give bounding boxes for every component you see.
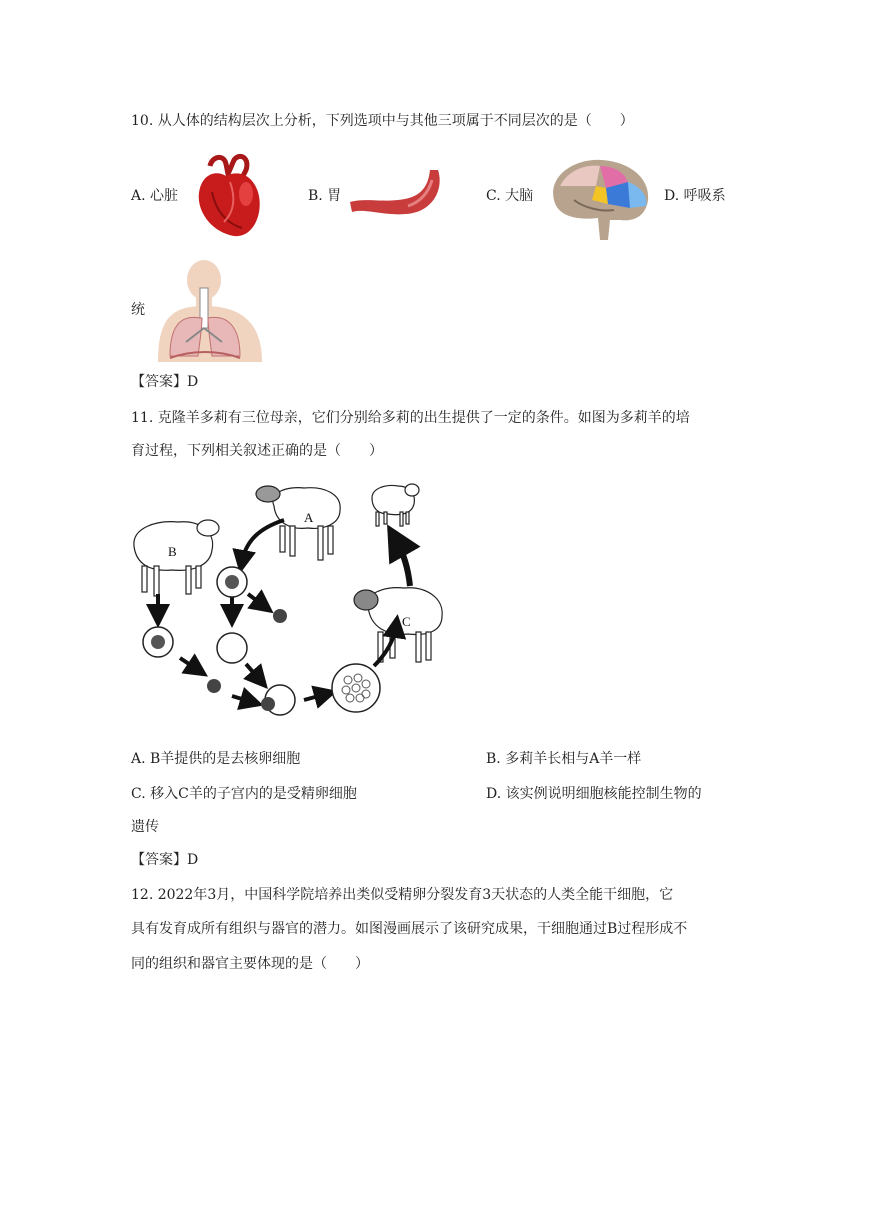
q10-option-d-continued: 统 xyxy=(131,302,145,318)
stomach-image xyxy=(348,166,448,220)
q11-option-b: B. 多莉羊长相与A羊一样 xyxy=(486,751,642,767)
q10-stem: 10. 从人体的结构层次上分析，下列选项中与其他三项属于不同层次的是（ ） xyxy=(131,113,634,129)
label-b: B xyxy=(168,544,177,559)
q12-stem-line1: 12. 2022年3月，中国科学院培养出类似受精卵分裂发育3天状态的人类全能干细胞，它 xyxy=(131,887,674,903)
q10-option-a: A. 心脏 xyxy=(131,188,179,204)
q10-option-b: B. 胃 xyxy=(308,188,342,204)
q10-option-c: C. 大脑 xyxy=(486,188,534,204)
q12-stem-line2: 具有发育成所有组织与器官的潜力。如图漫画展示了该研究成果，干细胞通过B过程形成不 xyxy=(131,921,688,937)
q11-answer: 【答案】D xyxy=(131,852,199,868)
q11-option-a: A. B羊提供的是去核卵细胞 xyxy=(131,751,301,767)
q11-stem-line1: 11. 克隆羊多莉有三位母亲，它们分别给多莉的出生提供了一定的条件。如图为多莉羊的培 xyxy=(131,410,690,426)
q11-option-c: C. 移入C羊的子宫内的是受精卵细胞 xyxy=(131,786,357,802)
dolly-cloning-diagram xyxy=(128,476,458,724)
q11-stem-line2: 育过程，下列相关叙述正确的是（ ） xyxy=(131,443,383,459)
sheep-dolly xyxy=(372,484,419,526)
respiratory-system-image xyxy=(152,258,268,362)
label-a: A xyxy=(304,510,314,525)
sheep-a xyxy=(256,486,340,560)
q11-option-d-continued: 遗传 xyxy=(131,819,159,835)
heart-image xyxy=(190,152,266,238)
q10-answer: 【答案】D xyxy=(131,374,199,390)
sheep-c xyxy=(354,588,442,662)
label-c: C xyxy=(402,614,411,629)
q10-option-d: D. 呼吸系 xyxy=(664,188,726,204)
q12-stem-line3: 同的组织和器官主要体现的是（ ） xyxy=(131,956,369,972)
q11-option-d: D. 该实例说明细胞核能控制生物的 xyxy=(486,786,702,802)
brain-image xyxy=(544,156,654,242)
